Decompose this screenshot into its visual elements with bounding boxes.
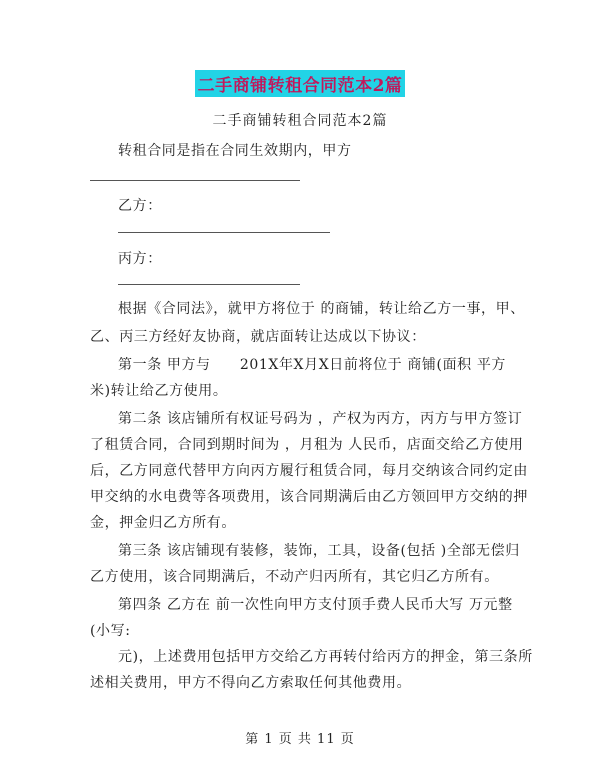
paragraph-line: 米)转让给乙方使用。 — [90, 383, 228, 399]
paragraph-line: 乙、丙三方经好友协商，就店面转让达成以下协议： — [90, 329, 426, 345]
page-number: 第 1 页 共 11 页 — [245, 732, 355, 747]
paragraph-line: 金，押金归乙方所有。 — [90, 515, 236, 531]
document-subtitle: 二手商铺转租合同范本2篇 — [212, 113, 388, 129]
paragraph-line: 元)，上述费用包括甲方交给乙方再转付给丙方的押金，第三条所 — [118, 649, 533, 665]
paragraph-line: 第二条 该店铺所有权证号码为 ，产权为丙方，丙方与甲方签订 — [118, 411, 523, 427]
paragraph-line: 甲交纳的水电费等各项费用，该合同期满后由乙方领回甲方交纳的押 — [90, 489, 528, 505]
paragraph-line: 根据《合同法》，就甲方将位于 的商铺，转让给乙方一事，甲、 — [118, 301, 525, 317]
paragraph-line: 述相关费用，甲方不得向乙方索取任何其他费用。 — [90, 675, 412, 691]
paragraph-line: 了租赁合同，合同到期时间为 ，月租为 人民币，店面交给乙方使用 — [90, 437, 524, 453]
paragraph-line: 后，乙方同意代替甲方向丙方履行租赁合同，每月交纳该合同约定由 — [90, 463, 528, 479]
document-title-text: 二手商铺转租合同范本2篇 — [195, 70, 406, 97]
blank-line-party-a — [90, 180, 300, 181]
paragraph-line: 第四条 乙方在 前一次性向甲方支付顶手费人民币大写 万元整 — [118, 597, 513, 613]
paragraph-line: 第三条 该店铺现有装修，装饰，工具，设备(包括 )全部无偿归 — [118, 543, 520, 559]
blank-line-party-c — [118, 284, 300, 285]
party-b-label: 乙方： — [118, 198, 162, 214]
paragraph-line: (小写: — [90, 623, 131, 639]
paragraph-line: 乙方使用，该合同期满后，不动产归丙所有，其它归乙方所有。 — [90, 569, 499, 585]
intro-line: 转租合同是指在合同生效期内，甲方 — [118, 143, 352, 159]
blank-line-party-b — [118, 232, 330, 233]
party-c-label: 丙方： — [118, 251, 162, 267]
paragraph-line: 第一条 甲方与 201X年X月X日前将位于 商铺(面积 平方 — [118, 357, 507, 373]
document-title — [0, 70, 600, 97]
